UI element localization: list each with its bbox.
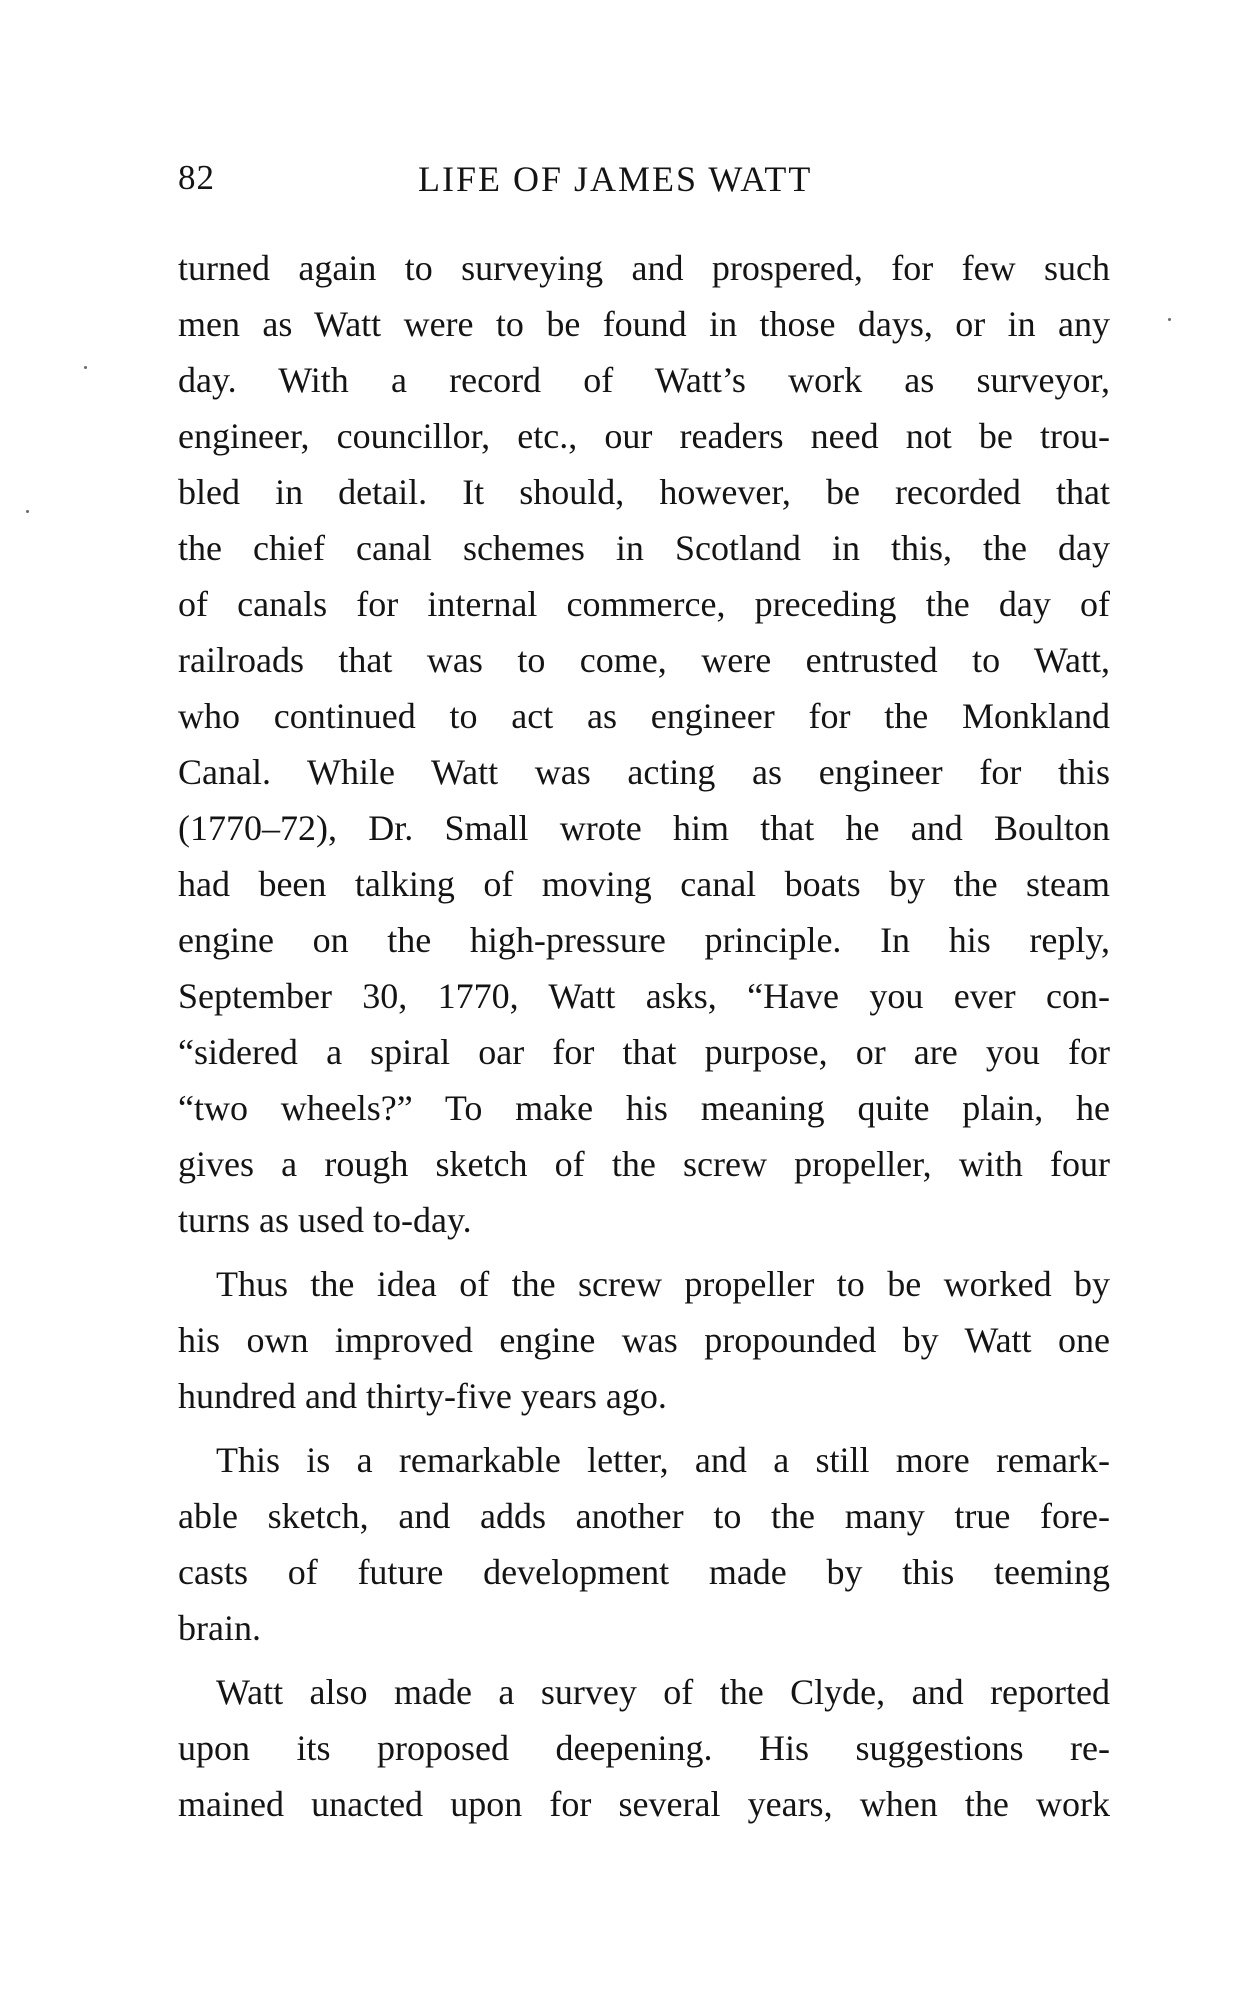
text-line: engineer, councillor, etc., our readers need not be trou- [178, 416, 1110, 456]
text-line: his own improved engine was propounded by Watt one [178, 1320, 1110, 1360]
text-line: mained unacted upon for several years, when the work [178, 1784, 1110, 1824]
paper-speck [84, 366, 87, 369]
paragraph-3 [178, 1432, 1110, 1656]
text-line: turns as used to-day. [178, 1200, 472, 1240]
text-line: Thus the idea of the screw propeller to be worked by [216, 1264, 1110, 1304]
body-text [178, 240, 1110, 1840]
text-line: brain. [178, 1608, 261, 1648]
text-line: “sidered a spiral oar for that purpose, or are you for [178, 1032, 1110, 1072]
text-line: engine on the high-pressure principle. In his reply, [178, 920, 1110, 960]
page-number: 82 [178, 158, 215, 197]
text-line: men as Watt were to be found in those days, or in any [178, 304, 1110, 344]
text-line: casts of future development made by this teeming [178, 1552, 1110, 1592]
text-line: the chief canal schemes in Scotland in this, the day [178, 528, 1110, 568]
text-line: able sketch, and adds another to the many true fore- [178, 1496, 1110, 1536]
text-line: Watt also made a survey of the Clyde, and reported [216, 1672, 1110, 1712]
text-line: turned again to surveying and prospered, for few such [178, 248, 1110, 288]
text-line: railroads that was to come, were entrusted to Watt, [178, 640, 1110, 680]
text-line: bled in detail. It should, however, be recorded that [178, 472, 1110, 512]
text-line: Canal. While Watt was acting as engineer for this [178, 752, 1110, 792]
paper-speck [26, 510, 29, 513]
paragraph-1 [178, 240, 1110, 1248]
text-line: day. With a record of Watt’s work as surveyor, [178, 360, 1110, 400]
paragraph-4 [178, 1664, 1110, 1832]
text-line: of canals for internal commerce, preceding the day of [178, 584, 1110, 624]
text-line: gives a rough sketch of the screw propeller, with four [178, 1144, 1110, 1184]
text-line: upon its proposed deepening. His suggestions re- [178, 1728, 1110, 1768]
text-line: hundred and thirty-five years ago. [178, 1376, 667, 1416]
text-line: (1770–72), Dr. Small wrote him that he and Boulton [178, 808, 1110, 848]
text-line: who continued to act as engineer for the Monkland [178, 696, 1110, 736]
running-title: LIFE OF JAMES WATT [418, 159, 813, 199]
text-line: This is a remarkable letter, and a still more remark- [216, 1440, 1110, 1480]
page-header [178, 158, 1110, 208]
paper-speck [1168, 318, 1171, 321]
text-line: had been talking of moving canal boats by the steam [178, 864, 1110, 904]
paragraph-2 [178, 1256, 1110, 1424]
text-line: September 30, 1770, Watt asks, “Have you ever con- [178, 976, 1110, 1016]
text-line: “two wheels?” To make his meaning quite plain, he [178, 1088, 1110, 1128]
